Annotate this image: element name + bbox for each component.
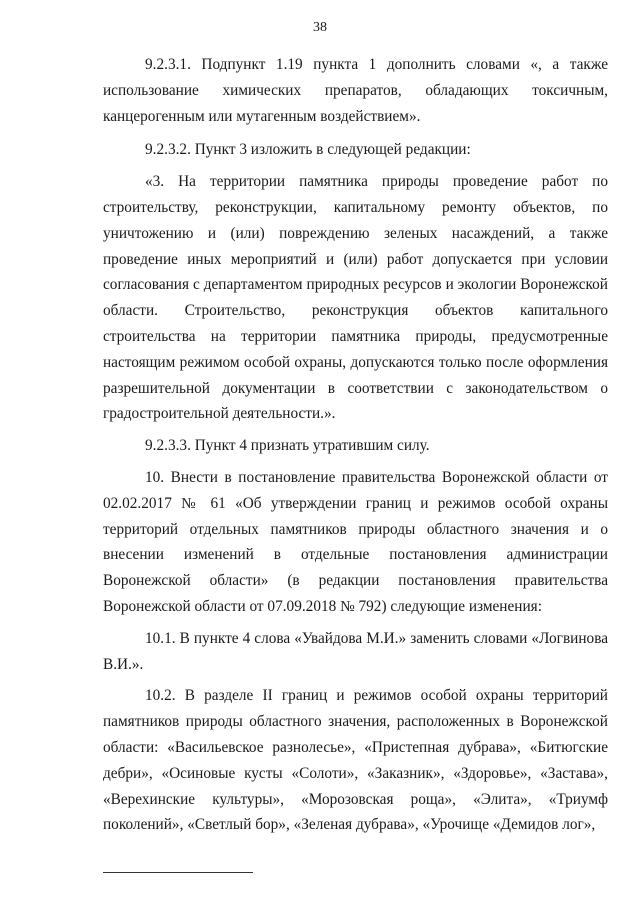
paragraph-10-1: 10.1. В пункте 4 слова «Увайдова М.И.» заменить словами «Логвинова В.И.». — [103, 629, 608, 673]
document-body — [103, 52, 608, 838]
paragraph-10-2: 10.2. В разделе II границ и режимов особой охраны территорий памятников природы областного значения, расположенных в Воронежской области: «Васильевское разнолесье», «Пристепная дубрава», «Битюгские дебри», «Осиновые кусты «Солоти», «Заказник», «Здоровье», «Застава», «Верехинские культуры», «Морозовская роща», «Элита», «Триумф поколений», «Светлый бор», «Зеленая дубрава», «Урочище «Демидов лог», — [103, 687, 608, 834]
footnote-divider — [103, 872, 253, 873]
paragraph-9-2-3-3: 9.2.3.3. Пункт 4 признать утратившим силу. — [145, 437, 430, 455]
paragraph-point-3-text: «3. На территории памятника природы проведение работ по строительству, реконструкции, капитальному ремонту объектов, по уничтожению и (или) повреждению зеленых насаждений, а также проведение иных мероприятий и (или) работ допускается при условии согласования с департаментом природных ресурсов и экологии Воронежской области. Строительство, реконструкция объектов капитального строительства на территории памятника природы, предусмотренные настоящим режимом особой охраны, допускаются только после оформления разрешительной документации в соответствии с законодательством о градостроительной деятельности.». — [103, 173, 608, 423]
paragraph-9-2-3-1: 9.2.3.1. Подпункт 1.19 пункта 1 дополнить словами «, а также использование химических препаратов, обладающих токсичным, канцерогенным или мутагенным воздействием». — [103, 56, 608, 125]
paragraph-10: 10. Внести в постановление правительства Воронежской области от 02.02.2017 № 61 «Об утверждении границ и режимов особой охраны территорий отдельных памятников природы областного значения и о внесении изменений в отдельные постановления администрации Воронежской области» (в редакции постановления правительства Воронежской области от 07.09.2018 № 792) следующие изменения: — [103, 468, 608, 615]
paragraph-9-2-3-2: 9.2.3.2. Пункт 3 изложить в следующей редакции: — [145, 141, 471, 159]
page-number: 38 — [313, 20, 327, 35]
